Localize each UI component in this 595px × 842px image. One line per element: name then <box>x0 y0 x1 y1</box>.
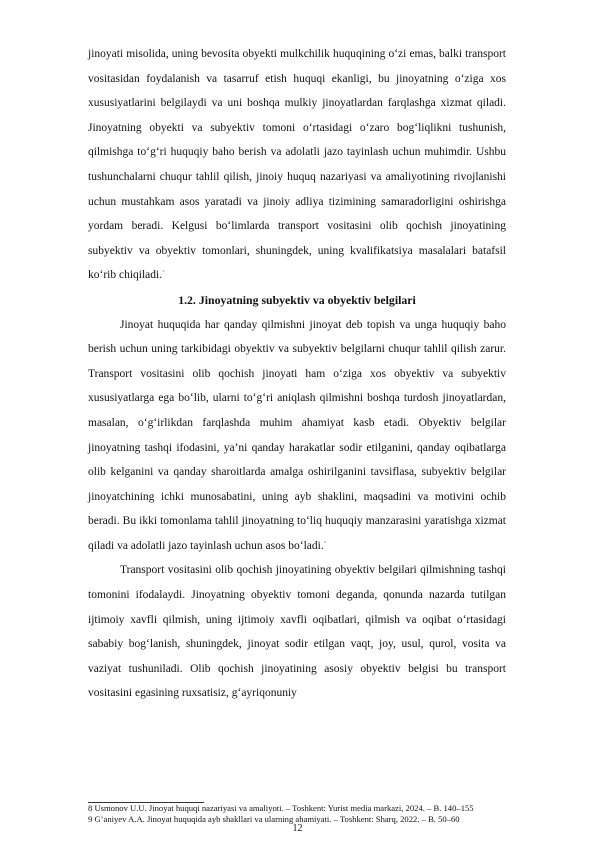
paragraph-2-text: Jinoyat huquqida har qanday qilmishni jinoyat deb topish va unga huquqiy baho berish uchun uning tarkibidagi obyektiv va subyektiv belgilarni chuqur tahlil qilish zarur. Transport vositasini olib qochish jinoyati ham o‘ziga xos obyektiv va subyektiv xususiyatlarga ega bo‘lib, ularni to‘g‘ri aniqlash qilmishni boshqa turdosh jinoyatlardan, masalan, o‘g‘irlikdan farqlashda muhim ahamiyat kasb etadi. Obyektiv belgilar jinoyatning tashqi ifodasini, ya’ni qanday harakatlar sodir etilganini, qanday oqibatlarga olib kelganini va qanday sharoitlarda amalga oshirilganini tavsiflasa, subyektiv belgilar jinoyatchining ichki munosabatini, uning ayb shaklini, maqsadini va motivini ochib beradi. Bu ikki tomonlama tahlil jinoyatning to‘liq huquqiy manzarasini yaratishga xizmat qiladi va adolatli jazo tayinlash uchun asos bo‘ladi. <box>88 318 506 552</box>
paragraph-intro-text: jinoyati misolida, uning bevosita obyekti mulkchilik huquqining o‘zi emas, balki transport vositasidan foydalanish va tasarruf etish huquqi ekanligi, bu jinoyatning o‘ziga xos xususiyatlarini belgilaydi va uni boshqa mulkiy jinoyatlardan farqlashga xizmat qiladi. Jinoyatning obyekti va subyektiv tomoni o‘rtasidagi o‘zaro bog‘liqlikni tushunish, qilmishga to‘g‘ri huquqiy baho berish va adolatli jazo tayinlash uchun muhimdir. Ushbu tushunchalarni chuqur tahlil qilish, jinoiy huquq nazariyasi va amaliyotining rivojlanishi uchun mustahkam asos yaratadi va jinoiy adliya tizimining samaradorligini oshirishga yordam beradi. Kelgusi bo‘limlarda transport vositasini olib qochish jinoyatining subyektiv va obyektiv tomonlari, shuningdek, uning kvalifikatsiya masalalari batafsil ko‘rib chiqiladi. <box>88 48 506 282</box>
body-text <box>88 42 506 706</box>
paragraph-2 <box>88 313 506 559</box>
page-number: 12 <box>292 823 303 834</box>
footnote-ref-marker: ◦ <box>162 267 165 276</box>
paragraph-3: Transport vositasini olib qochish jinoyatining obyektiv belgilari qilmishning tashqi tomonini ifodalaydi. Jinoyatning obyektiv tomoni deganda, qonunda nazarda tutilgan ijtimoiy xavfli qilmish, uning ijtimoiy xavfli oqibatlari, qilmish va oqibat o‘rtasidagi sababiy bog‘lanish, shuningdek, jinoyat sodir etilgan vaqt, joy, usul, qurol, vosita va vaziyat tushuniladi. Olib qochish jinoyatining asosiy obyektiv belgisi bu transport vositasini egasining ruxsatisiz, g‘ayriqonuniy <box>88 564 506 700</box>
section-heading: 1.2. Jinoyatning subyektiv va obyektiv belgilari <box>178 292 416 307</box>
paragraph-intro <box>88 42 506 288</box>
footnote-8: 8 Usmonov U.U. Jinoyat huquqi nazariyasi va amaliyoti. – Toshkent: Yurist media markazi, 2024. – B. 140–155 <box>88 803 474 813</box>
footnote-ref-marker: ◦ <box>323 538 327 547</box>
footnote-9: 9 G’aniyev A.A. Jinoyat huquqida ayb shakllari va ularning ahamiyati. – Toshkent: Sharq, 2022. – B. 50–60 <box>88 814 460 825</box>
